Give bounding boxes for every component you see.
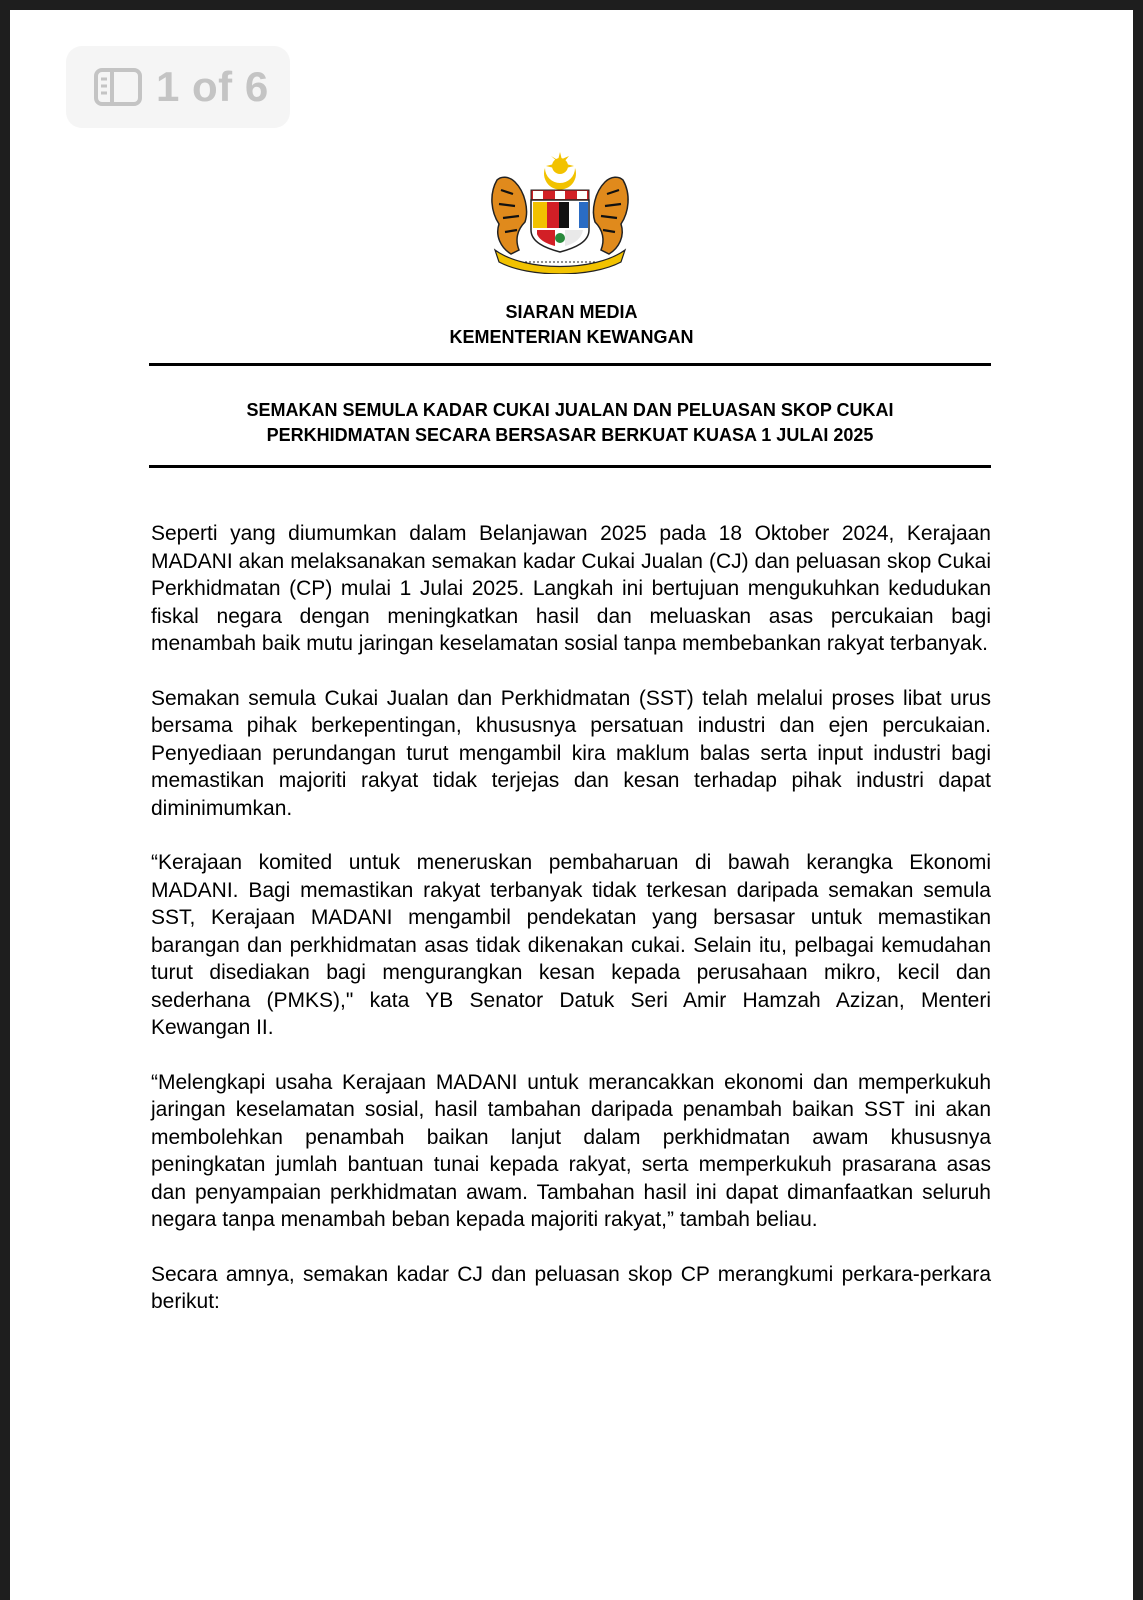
title-line-1: SEMAKAN SEMULA KADAR CUKAI JUALAN DAN PELUASAN SKOP CUKAI bbox=[246, 400, 894, 420]
document-title bbox=[149, 398, 991, 448]
sidebar-icon[interactable] bbox=[94, 68, 142, 106]
paragraph-3: “Kerajaan komited untuk meneruskan pembaharuan di bawah kerangka Ekonomi MADANI. Bagi memastikan rakyat terbanyak tidak terkesan daripada semakan semula SST, Kerajaan MADANI mengambil pendekatan yang bersasar untuk memastikan barangan dan perkhidmatan asas tidak dikenakan cukai. Selain itu, pelbagai kemudahan turut disediakan bagi mengurangkan kesan kepada perusahaan mikro, kecil dan sederhana (PMKS)," kata YB Senator Datuk Seri Amir Hamzah Azizan, Menteri Kewangan II. bbox=[151, 851, 991, 1039]
paragraph-1: Seperti yang diumumkan dalam Belanjawan 2025 pada 18 Oktober 2024, Kerajaan MADANI akan melaksanakan semakan kadar Cukai Jualan (CJ) dan peluasan skop Cukai Perkhidmatan (CP) mulai 1 Julai 2025. Langkah ini bertujuan mengukuhkan kedudukan fiskal negara dengan meningkatkan hasil dan meluaskan asas percukaian bagi menambah baik mutu jaringan keselamatan sosial tanpa membebankan rakyat terbanyak. bbox=[151, 522, 991, 655]
paragraph-4: “Melengkapi usaha Kerajaan MADANI untuk merancakkan ekonomi dan memperkukuh jaringan keselamatan sosial, hasil tambahan daripada penambah baikan SST ini akan membolehkan penambah baikan lanjut dalam perkhidmatan awam khususnya peningkatan jumlah bantuan tunai kepada rakyat, serta memperkukuh prasarana asas dan penyampaian perkhidmatan awam. Tambahan hasil ini dapat dimanfaatkan seluruh negara tanpa menambah beban kepada majoriti rakyat,” tambah beliau. bbox=[151, 1070, 991, 1231]
page-indicator[interactable] bbox=[66, 46, 290, 128]
document-page bbox=[10, 10, 1133, 1600]
divider-bottom bbox=[149, 465, 991, 468]
header-line-1: SIARAN MEDIA bbox=[505, 302, 638, 322]
page-counter: 1 of 6 bbox=[156, 63, 269, 110]
malaysia-coat-of-arms-logo bbox=[485, 150, 635, 274]
header-line-2: KEMENTERIAN KEWANGAN bbox=[449, 327, 694, 347]
divider-top bbox=[149, 363, 991, 366]
paragraph-2: Semakan semula Cukai Jualan dan Perkhidmatan (SST) telah melalui proses libat urus bersama pihak berkepentingan, khususnya persatuan industri dan ejen percukaian. Penyediaan perundangan turut mengambil kira maklum balas serta input industri bagi memastikan majoriti rakyat tidak terjejas dan kesan terhadap pihak industri dapat diminimumkan. bbox=[151, 686, 991, 820]
document-body bbox=[151, 520, 991, 1343]
paragraph-5: Secara amnya, semakan kadar CJ dan peluasan skop CP merangkumi perkara-perkara berikut: bbox=[151, 1262, 991, 1313]
title-line-2: PERKHIDMATAN SECARA BERSASAR BERKUAT KUASA 1 JULAI 2025 bbox=[266, 425, 874, 445]
